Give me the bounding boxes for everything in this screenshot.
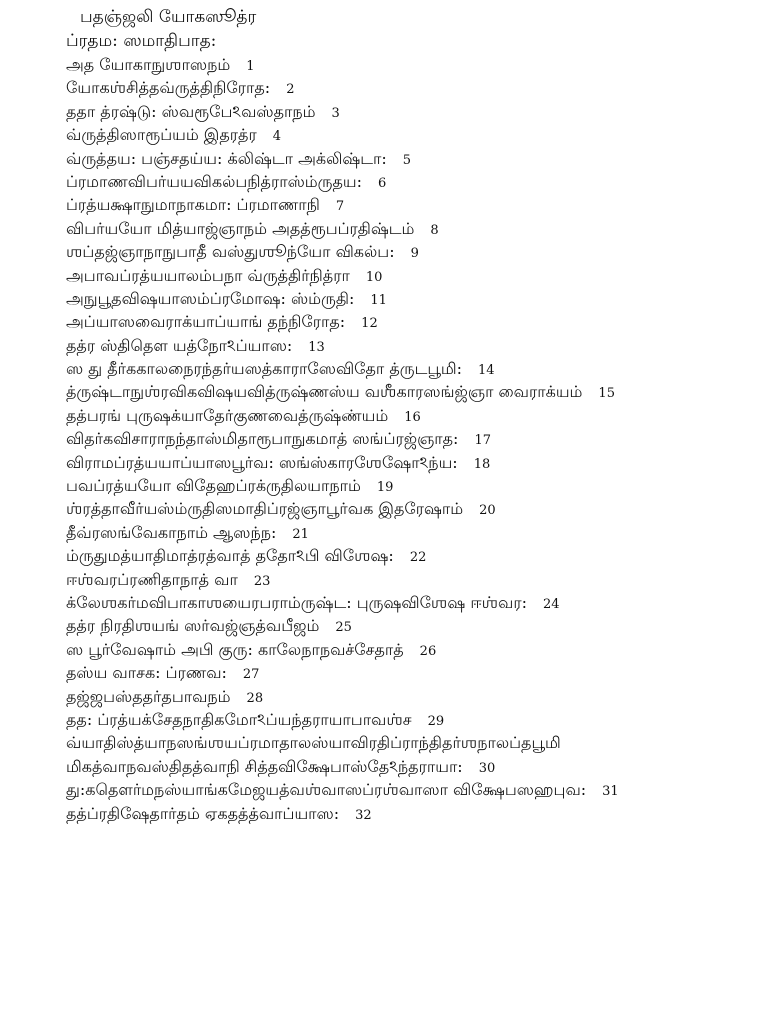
verse-line [66,170,756,193]
verse-number: 18 [473,456,491,472]
chapter-heading: ப்ரதம: ஸமாதிபாத: [66,31,217,51]
verse-number: 9 [410,246,419,262]
verse-line [66,53,756,76]
verse-text: வ்யாதிஸ்த்யாநஸங்ஶயப்ரமாதாலஸ்யாவிரதிப்ராந்திதர்ஶநாலப்தபூமி [66,733,561,753]
verse-number: 20 [479,503,496,519]
verse-line [66,755,756,778]
verse-number: 25 [335,620,352,636]
verse-line [66,497,756,520]
verse-text: தீவ்ரஸங்வேகாநாம் ஆஸந்ந: [66,522,277,542]
verse-line [66,544,756,567]
verse-number: 19 [376,480,394,496]
verse-number: 6 [378,175,387,191]
verse-text: தத்ர ஸ்திதௌ யத்நோঽப்யாஸ: [66,335,293,355]
verse-number: 7 [335,199,345,215]
verse-text: ஶப்தஜ்ஞாநாநுபாதீ வஸ்துஶூந்யோ விகல்ப: [66,242,395,262]
verse-text: தத்பரங் புருஷக்யாதேர்குணவைத்ருஷ்ண்யம் [66,405,389,425]
verse-text: ததா த்ரஷ்டு: ஸ்வரூபேঽவஸ்தாநம் [66,101,316,121]
verse-text: க்லேஶகர்மவிபாகாஶயைரபராம்ருஷ்ட: புருஷவிஶேஷ ஈஶ்வர: [66,592,528,612]
verse-line [66,193,756,216]
verse-line [66,334,756,357]
verse-text: மிகத்வாநவஸ்திதத்வாநி சித்தவிக்ஷேபாஸ்தேঽந்தராயா: [66,756,463,776]
verse-line [66,451,756,474]
verse-number: 13 [308,339,325,355]
verse-text: ஸ பூர்வேஷாம் அபி குரு: காலேநாநவச்சேதாத் [66,639,404,659]
verse-line [66,591,756,614]
verse-line [66,661,756,684]
verse-line [66,123,756,146]
verse-number: 21 [292,526,309,542]
verse-line [66,708,756,731]
verse-text: தத்ர நிரதிஶயங் ஸர்வஜ்ஞத்வபீஜம் [66,616,320,636]
verse-number: 29 [427,713,445,729]
verse-line [66,76,756,99]
verse-line [66,568,756,591]
verse-number: 16 [404,409,421,425]
verse-number: 10 [365,269,383,285]
verse-number: 5 [402,152,412,168]
verse-text: பவப்ரத்யயோ விதேஹப்ரக்ருதிலயாநாம் [66,476,361,496]
verse-line [66,778,756,801]
verse-text: ம்ருதுமத்யாதிமாத்ரத்வாத் ததோঽபி விஶேஷ: [66,546,394,566]
verse-line [66,802,756,825]
verse-text: யோகஶ்சித்தவ்ருத்திநிரோத: [66,78,271,98]
verse-number: 23 [253,573,271,589]
verse-line [66,287,756,310]
verse-text: விபர்யயோ மித்யாஜ்ஞாநம் அதத்ரூபப்ரதிஷ்டம் [66,218,415,238]
verse-text: ஸ து தீர்ககாலநைரந்தர்யஸத்காராஸேவிதோ த்ருடபூமி: [66,359,463,379]
verse-number: 11 [370,292,387,308]
verse-line [66,100,756,123]
verse-line [66,638,756,661]
verse-text: தத: ப்ரத்யக்சேதநாதிகமோঽப்யந்தராயாபாவஶ்ச [66,709,412,729]
verse-list [66,53,756,825]
verse-number: 3 [331,105,340,121]
verse-text: ப்ரமாணவிபர்யயவிகல்பநித்ராஸ்ம்ருதய: [66,171,363,191]
verse-text: தஜ்ஜபஸ்ததர்தபாவநம் [66,686,231,706]
verse-number: 12 [361,316,378,332]
verse-text: வ்ருத்திஸாரூப்யம் இதரத்ர [66,125,257,145]
verse-number: 27 [242,667,260,683]
verse-text: ஈஶ்வரப்ரணிதாநாத் வா [66,569,238,589]
verse-number: 28 [246,690,264,706]
verse-line [66,147,756,170]
verse-number: 32 [355,807,372,823]
verse-number: 1 [246,59,255,74]
verse-text: து:கதௌர்மநஸ்யாங்கமேஜயத்வஶ்வாஸப்ரஶ்வாஸா விக்ஷேபஸஹபுவ: [66,780,587,800]
verse-line [66,731,756,754]
verse-line [66,380,756,403]
verse-line [66,310,756,333]
verse-number: 8 [430,222,439,238]
verse-line [66,217,756,240]
verse-line [66,685,756,708]
verse-text: ப்ரத்யக்ஷாநுமாநாகமா: ப்ரமாணாநி [66,195,320,215]
verse-line [66,427,756,450]
verse-text: தஸ்ய வாசக: ப்ரணவ: [66,663,227,683]
verse-text: அநுபூதவிஷயாஸம்ப்ரமோஷ: ஸ்ம்ருதி: [66,288,355,308]
verse-text: ஶ்ரத்தாவீர்யஸ்ம்ருதிஸமாதிப்ரஜ்ஞாபூர்வக இதரேஷாம் [66,499,464,519]
verse-text: விதர்கவிசாராநந்தாஸ்மிதாரூபாநுகமாத் ஸங்ப்ரஜ்ஞாத: [66,429,459,449]
verse-line [66,264,756,287]
document-title: பதஞ்ஜலி யோகஸூத்ர [80,7,257,27]
verse-number: 26 [419,643,437,659]
verse-number: 14 [478,363,495,379]
verse-number: 2 [286,82,295,98]
verse-text: தத்ப்ரதிஷேதார்தம் ஏகதத்த்வாப்யாஸ: [66,803,340,823]
verse-text: விராமப்ரத்யயாப்யாஸபூர்வ: ஸங்ஸ்காரஶேஷோঽந்ய: [66,452,458,472]
verse-number: 17 [474,433,491,449]
verse-line [66,474,756,497]
verse-line [66,357,756,380]
verse-text: த்ருஷ்டாநுஶ்ரவிகவிஷயவித்ருஷ்ணஸ்ய வஶீகாரஸங்ஜ்ஞா வைராக்யம் [66,382,583,402]
verse-text: அப்யாஸவைராக்யாப்யாங் தந்நிரோத: [66,312,346,332]
verse-number: 30 [478,760,496,776]
verse-number: 24 [543,596,560,612]
verse-number: 31 [602,784,619,800]
verse-line [66,404,756,427]
verse-line [66,521,756,544]
verse-number: 15 [598,386,615,402]
verse-text: வ்ருத்தய: பஞ்சதய்ய: க்லிஷ்டா அக்லிஷ்டா: [66,148,387,168]
verse-line [66,614,756,637]
verse-text: அத யோகாநுஶாஸநம் [66,55,231,74]
verse-number: 22 [409,550,427,566]
verse-line [66,240,756,263]
verse-text: அபாவப்ரத்யயாலம்பநா வ்ருத்திர்நித்ரா [66,265,350,285]
verse-number: 4 [272,129,282,145]
